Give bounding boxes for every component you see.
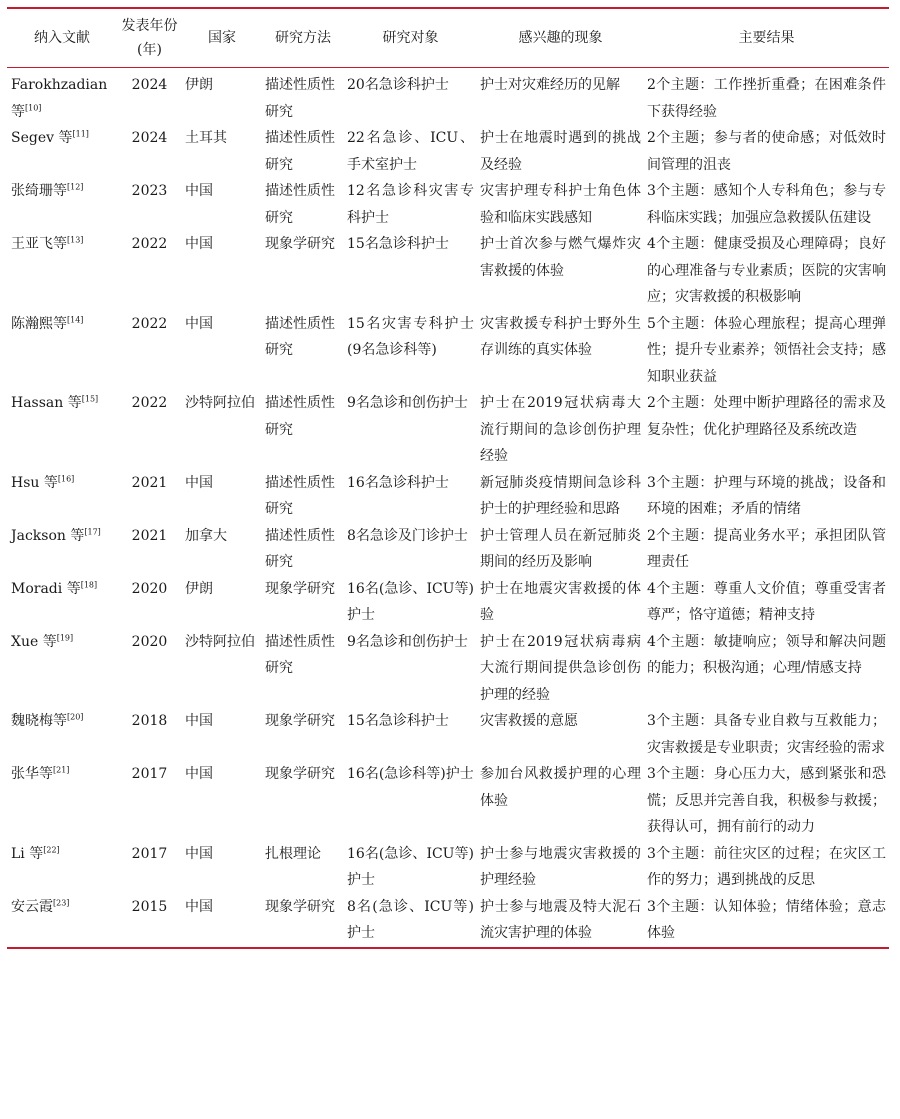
cell-method: 描述性质性研究	[265, 315, 335, 358]
cell-subject: 9名急诊和创伤护士	[347, 633, 468, 650]
cell-country: 伊朗	[185, 580, 213, 597]
cell-country: 沙特阿拉伯	[185, 395, 255, 411]
cell-year: 2022	[131, 315, 168, 332]
cell-author	[7, 523, 117, 576]
cell-author	[7, 708, 117, 761]
citation-ref: [15]	[81, 394, 99, 404]
cell-country: 中国	[185, 315, 213, 332]
cell-country: 中国	[185, 766, 213, 782]
citation-ref: [13]	[67, 235, 84, 245]
citation-ref: [20]	[67, 712, 84, 722]
cell-subject: 16名(急诊科等)护士	[347, 766, 474, 782]
cell-subject: 22名急诊、ICU、手术室护士	[347, 130, 474, 173]
cell-subject: 20名急诊科护士	[347, 77, 449, 93]
cell-phenomenon: 护士管理人员在新冠肺炎期间的经历及影响	[480, 527, 641, 570]
cell-method: 描述性质性研究	[265, 183, 335, 226]
cell-year: 2024	[131, 130, 168, 146]
cell-year: 2021	[131, 527, 168, 544]
cell-country: 土耳其	[185, 130, 227, 146]
cell-result: 4个主题：尊重人文价值；尊重受害者尊严；恪守道德；精神支持	[647, 580, 886, 623]
cell-result: 4个主题：敏捷响应；领导和解决问题的能力；积极沟通；心理/情感支持	[647, 633, 886, 676]
cell-result: 3个主题：前往灾区的过程；在灾区工作的努力；遇到挑战的反思	[647, 845, 886, 888]
cell-subject: 8名急诊及门诊护士	[347, 527, 468, 544]
cell-phenomenon: 护士在2019冠状病毒病大流行期间提供急诊创伤护理的经验	[480, 633, 641, 703]
cell-phenomenon: 灾害护理专科护士角色体验和临床实践感知	[480, 183, 641, 226]
cell-method: 描述性质性研究	[265, 395, 335, 438]
cell-author	[7, 125, 117, 178]
citation-ref: [12]	[67, 182, 84, 192]
author-name: Farokhzadian等	[11, 77, 108, 120]
cell-method: 现象学研究	[265, 766, 335, 782]
citation-ref: [18]	[80, 579, 98, 589]
cell-country: 加拿大	[185, 527, 227, 544]
cell-author	[7, 68, 117, 126]
author-name: Hassan 等	[11, 395, 82, 411]
cell-country: 伊朗	[185, 77, 213, 93]
table-row	[7, 390, 889, 470]
cell-year: 2020	[131, 633, 168, 650]
author-name: Xue 等	[11, 633, 57, 650]
citation-ref: [11]	[72, 129, 89, 139]
citation-ref: [17]	[84, 526, 101, 536]
cell-method: 现象学研究	[265, 898, 335, 915]
citation-ref: [22]	[43, 844, 60, 854]
author-name: Moradi 等	[11, 580, 81, 597]
cell-year: 2017	[131, 766, 168, 782]
cell-phenomenon: 护士在2019冠状病毒大流行期间的急诊创伤护理经验	[480, 395, 641, 464]
table-row	[7, 894, 889, 948]
cell-year: 2020	[131, 580, 168, 597]
citation-ref: [21]	[53, 765, 70, 775]
cell-year: 2022	[131, 236, 168, 252]
table-row	[7, 125, 889, 178]
author-name: 王亚飞等	[11, 236, 67, 252]
cell-phenomenon: 护士在地震时遇到的挑战及经验	[480, 130, 641, 173]
cell-result: 2个主题：工作挫折重叠；在困难条件下获得经验	[647, 77, 886, 120]
header-result: 主要结果	[738, 30, 795, 46]
cell-phenomenon: 护士首次参与燃气爆炸灾害救援的体验	[480, 236, 641, 279]
cell-method: 现象学研究	[265, 580, 335, 597]
table-row	[7, 761, 889, 841]
cell-country: 中国	[185, 713, 213, 729]
cell-author	[7, 390, 117, 470]
cell-phenomenon: 灾害救援专科护士野外生存训练的真实体验	[480, 315, 641, 358]
cell-phenomenon: 护士参与地震灾害救援的护理经验	[480, 845, 641, 888]
table-row	[7, 708, 889, 761]
table-row	[7, 629, 889, 709]
cell-result: 3个主题：感知个人专科角色；参与专科临床实践；加强应急救援队伍建设	[647, 183, 886, 226]
cell-year: 2018	[131, 713, 168, 729]
cell-year: 2015	[131, 898, 168, 915]
cell-country: 中国	[185, 183, 213, 199]
cell-subject: 15名急诊科护士	[347, 713, 449, 729]
cell-year: 2023	[131, 183, 168, 199]
citation-ref: [10]	[25, 102, 42, 112]
cell-country: 中国	[185, 474, 213, 491]
header-subject: 研究对象	[382, 30, 439, 46]
header-country: 国家	[208, 30, 236, 46]
table-header-row	[7, 8, 889, 68]
cell-author	[7, 311, 117, 391]
table-row	[7, 841, 889, 894]
cell-year: 2022	[131, 395, 168, 411]
header-phenomenon: 感兴趣的现象	[518, 30, 603, 46]
table-row	[7, 68, 889, 126]
cell-method: 现象学研究	[265, 713, 335, 729]
citation-ref: [16]	[57, 473, 75, 483]
author-name: Segev 等	[11, 130, 73, 146]
citation-ref: [23]	[53, 897, 70, 907]
cell-subject: 15名灾害专科护士(9名急诊科等)	[347, 315, 474, 358]
cell-result: 3个主题：身心压力大，感到紧张和恐慌；反思并完善自我，积极参与救援；获得认可，拥有前行的动力	[647, 766, 886, 835]
table-row	[7, 523, 889, 576]
author-name: Jackson 等	[11, 527, 85, 544]
cell-method: 描述性质性研究	[265, 527, 335, 570]
cell-year: 2021	[131, 474, 168, 491]
cell-result: 2个主题：处理中断护理路径的需求及复杂性；优化护理路径及系统改造	[647, 395, 886, 438]
cell-author	[7, 761, 117, 841]
cell-author	[7, 629, 117, 709]
cell-author	[7, 894, 117, 948]
cell-subject: 8名(急诊、ICU等)护士	[347, 898, 474, 941]
cell-phenomenon: 护士参与地震及特大泥石流灾害护理的体验	[480, 898, 641, 941]
author-name: Hsu 等	[11, 474, 58, 491]
cell-result: 4个主题：健康受损及心理障碍；良好的心理准备与专业素质；医院的灾害响应；灾害救援的积极影响	[647, 236, 886, 305]
citation-ref: [19]	[56, 632, 74, 642]
cell-phenomenon: 参加台风救援护理的心理体验	[480, 766, 641, 809]
header-year: 发表年份(年)	[121, 18, 178, 58]
cell-subject: 12名急诊科灾害专科护士	[347, 183, 474, 226]
cell-country: 中国	[185, 845, 213, 862]
cell-author	[7, 576, 117, 629]
cell-subject: 15名急诊科护士	[347, 236, 449, 252]
author-name: 魏晓梅等	[11, 713, 67, 729]
cell-year: 2017	[131, 845, 168, 862]
cell-method: 描述性质性研究	[265, 633, 335, 676]
cell-method: 现象学研究	[265, 236, 335, 252]
cell-author	[7, 231, 117, 311]
cell-method: 扎根理论	[265, 845, 321, 862]
cell-result: 3个主题：具备专业自救与互救能力；灾害救援是专业职责；灾害经验的需求	[647, 713, 886, 756]
cell-author	[7, 841, 117, 894]
cell-phenomenon: 护士对灾难经历的见解	[480, 77, 620, 93]
cell-result: 2个主题；参与者的使命感；对低效时间管理的沮丧	[647, 130, 886, 173]
cell-country: 沙特阿拉伯	[185, 633, 255, 650]
cell-phenomenon: 护士在地震灾害救援的体验	[480, 580, 641, 623]
author-name: 安云霞	[11, 898, 53, 915]
cell-result: 3个主题：护理与环境的挑战；设备和环境的困难；矛盾的情绪	[647, 474, 886, 517]
included-studies-table	[7, 7, 889, 949]
cell-phenomenon: 灾害救援的意愿	[480, 713, 578, 729]
author-name: 张华等	[11, 766, 53, 782]
cell-country: 中国	[185, 236, 213, 252]
cell-author	[7, 178, 117, 231]
cell-method: 描述性质性研究	[265, 474, 335, 517]
header-author: 纳入文献	[34, 30, 90, 46]
cell-phenomenon: 新冠肺炎疫情期间急诊科护士的护理经验和思路	[480, 474, 641, 517]
author-name: Li 等	[11, 845, 44, 862]
cell-result: 2个主题：提高业务水平；承担团队管理责任	[647, 527, 886, 570]
table-row	[7, 311, 889, 391]
cell-country: 中国	[185, 898, 213, 915]
table-row	[7, 576, 889, 629]
citation-ref: [14]	[67, 314, 84, 324]
cell-author	[7, 470, 117, 523]
cell-subject: 16名(急诊、ICU等)护士	[347, 580, 474, 623]
cell-result: 3个主题：认知体验；情绪体验；意志体验	[647, 898, 886, 941]
header-method: 研究方法	[275, 30, 331, 46]
cell-subject: 9名急诊和创伤护士	[347, 395, 468, 411]
cell-year: 2024	[131, 77, 168, 93]
cell-subject: 16名急诊科护士	[347, 474, 449, 491]
cell-method: 描述性质性研究	[265, 130, 335, 173]
cell-result: 5个主题：体验心理旅程；提高心理弹性；提升专业素养；领悟社会支持；感知职业获益	[647, 315, 886, 385]
table-row	[7, 178, 889, 231]
table-row	[7, 231, 889, 311]
table-row	[7, 470, 889, 523]
author-name: 张绮珊等	[11, 183, 67, 199]
cell-method: 描述性质性研究	[265, 77, 335, 120]
author-name: 陈瀚熙等	[11, 315, 67, 332]
cell-subject: 16名(急诊、ICU等)护士	[347, 845, 474, 888]
